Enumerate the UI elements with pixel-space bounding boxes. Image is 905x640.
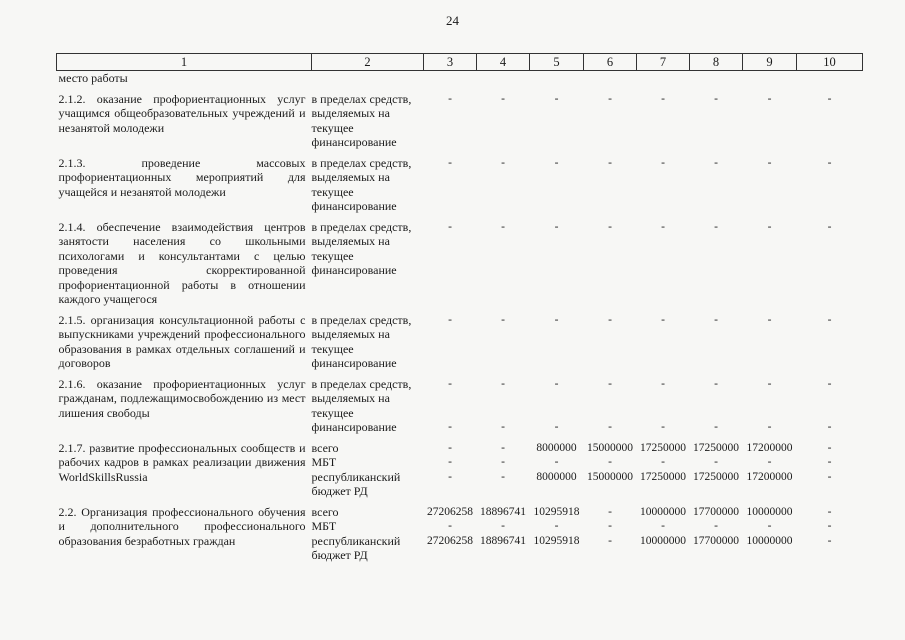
year-value-col-8: - [714, 92, 718, 105]
year-value-col-4: - [501, 220, 505, 233]
year-value-col-10: - [827, 470, 832, 483]
year-value-col-10: - [827, 220, 832, 233]
year-value-col-7: - [661, 377, 665, 390]
year-value-col-3: - [448, 92, 452, 105]
header-cell-4: 4 [477, 54, 530, 71]
funding-source: всего [311, 440, 339, 455]
year-value-col-5: - [554, 313, 559, 326]
year-value-col-4: 18896741 [480, 534, 526, 547]
year-value-col-10: - [827, 313, 832, 326]
funding-source: республиканский бюджет РД [311, 533, 401, 562]
year-value-col-10: - [827, 534, 832, 547]
year-value-col-6: - [608, 220, 612, 233]
year-value-col-8: - [714, 520, 718, 532]
year-value-col-10: - [827, 505, 832, 518]
year-value-col-7: 17250000 [640, 441, 686, 454]
table-row [57, 313, 863, 371]
year-value-col-9: - [767, 456, 772, 468]
funding-source: всего [311, 504, 339, 519]
year-value-col-4: - [501, 421, 505, 433]
year-value-col-5: 8000000 [536, 441, 577, 454]
budget-table [56, 53, 863, 563]
table-row [57, 505, 863, 520]
budget-table-wrapper [56, 53, 862, 563]
year-value-col-6: - [608, 456, 612, 468]
header-cell-10: 10 [797, 54, 863, 71]
year-value-col-3: - [448, 220, 452, 233]
funding-source: в пределах средств, выделяемых на текущее финансирование [311, 155, 412, 213]
header-cell-2: 2 [312, 54, 424, 71]
year-value-col-6: - [608, 505, 612, 518]
year-value-col-6: 15000000 [587, 441, 633, 454]
table-row [57, 220, 863, 307]
year-value-col-3: 27206258 [427, 505, 473, 518]
year-value-col-7: - [661, 520, 665, 532]
year-value-col-7: - [661, 92, 665, 105]
activity-description: 2.1.4. обеспечение взаимодействия центров занятости населения со школьными психологами и консультантами с целью проведения скорректированной профориентационной работы в отношении каждого учащегося [58, 219, 306, 306]
year-value-col-7: - [661, 456, 665, 468]
header-cell-9: 9 [743, 54, 797, 71]
year-value-col-8: 17250000 [693, 441, 739, 454]
activity-description: 2.2. Организация профессионального обучения и дополнительного профессионального образования безработных граждан [58, 504, 306, 548]
year-value-col-6: - [608, 377, 612, 390]
year-value-col-3: - [448, 313, 452, 326]
year-value-col-7: 10000000 [640, 505, 686, 518]
year-value-col-9: 17200000 [746, 441, 793, 454]
year-value-col-6: - [608, 92, 612, 105]
year-value-col-5: - [554, 220, 559, 233]
year-value-col-9: - [767, 156, 772, 169]
year-value-col-9: - [767, 313, 772, 326]
year-value-col-9: - [767, 421, 772, 433]
year-value-col-4: - [501, 456, 505, 468]
year-value-col-9: - [767, 520, 772, 532]
year-value-col-9: 17200000 [746, 470, 793, 483]
year-value-col-7: 10000000 [640, 534, 686, 547]
year-value-col-7: - [661, 421, 665, 433]
header-cell-3: 3 [424, 54, 477, 71]
year-value-col-10: - [827, 441, 832, 454]
year-value-col-4: - [501, 441, 505, 454]
table-row [57, 156, 863, 214]
table-row [57, 441, 863, 456]
year-value-col-8: - [714, 377, 718, 390]
year-value-col-4: - [501, 520, 505, 532]
funding-source: финансирование [311, 420, 397, 434]
header-cell-1: 1 [57, 54, 312, 71]
header-cell-5: 5 [530, 54, 584, 71]
header-cell-8: 8 [690, 54, 743, 71]
year-value-col-10: - [827, 156, 832, 169]
year-value-col-5: - [554, 377, 559, 390]
funding-source: МБТ [311, 519, 337, 533]
year-value-col-4: - [501, 156, 505, 169]
year-value-col-5: - [554, 421, 559, 433]
funding-source: МБТ [311, 455, 337, 469]
year-value-col-4: - [501, 313, 505, 326]
funding-source: республиканский бюджет РД [311, 469, 401, 498]
activity-description: 2.1.7. развитие профессиональных сообществ и рабочих кадров в рамках реализации движения WorldSkillsRussia [58, 440, 306, 484]
year-value-col-3: - [448, 441, 452, 454]
year-value-col-3: - [448, 470, 452, 483]
year-value-col-7: - [661, 220, 665, 233]
table-row [57, 92, 863, 150]
year-value-col-5: 10295918 [533, 534, 580, 547]
year-value-col-8: - [714, 156, 718, 169]
year-value-col-9: - [767, 377, 772, 390]
year-value-col-6: 15000000 [587, 470, 633, 483]
carry-over-text: место работы [58, 71, 128, 85]
year-value-col-6: - [608, 520, 612, 532]
activity-description: 2.1.3. проведение массовых профориентационных мероприятий для учащейся и незанятой молодежи [58, 155, 306, 199]
activity-description: 2.1.6. оказание профориентационных услуг гражданам, подлежащимосвобождению из мест лишения свободы [58, 376, 306, 420]
year-value-col-7: 17250000 [640, 470, 686, 483]
year-value-col-3: - [448, 156, 452, 169]
year-value-col-3: - [448, 377, 452, 390]
year-value-col-4: - [501, 92, 505, 105]
year-value-col-8: 17700000 [693, 505, 739, 518]
year-value-col-5: 8000000 [536, 470, 577, 483]
year-value-col-9: 10000000 [746, 534, 793, 547]
year-value-col-8: - [714, 456, 718, 468]
year-value-col-4: - [501, 377, 505, 390]
year-value-col-3: - [448, 421, 452, 433]
year-value-col-10: - [827, 92, 832, 105]
year-value-col-6: - [608, 156, 612, 169]
funding-source: в пределах средств, выделяемых на текущее финансирование [311, 91, 412, 149]
year-value-col-5: - [554, 456, 559, 468]
header-cell-6: 6 [584, 54, 637, 71]
year-value-col-5: 10295918 [533, 505, 580, 518]
year-value-col-8: - [714, 220, 718, 233]
year-value-col-7: - [661, 156, 665, 169]
year-value-col-5: - [554, 156, 559, 169]
year-value-col-8: - [714, 313, 718, 326]
year-value-col-8: - [714, 421, 718, 433]
year-value-col-8: 17700000 [693, 534, 739, 547]
year-value-col-10: - [827, 456, 832, 468]
year-value-col-6: - [608, 313, 612, 326]
year-value-col-3: - [448, 520, 452, 532]
activity-description: 2.1.2. оказание профориентационных услуг учащимся общеобразовательных учреждений и незанятой молодежи [58, 91, 306, 135]
year-value-col-9: 10000000 [746, 505, 793, 518]
funding-source: в пределах средств, выделяемых на текущее финансирование [311, 312, 412, 370]
funding-source: в пределах средств, выделяемых на текущее [311, 376, 412, 420]
table-row [57, 377, 863, 421]
table-body [57, 54, 863, 563]
year-value-col-7: - [661, 313, 665, 326]
year-value-col-6: - [608, 534, 612, 547]
year-value-col-4: - [501, 470, 505, 483]
year-value-col-9: - [767, 92, 772, 105]
year-value-col-10: - [827, 421, 832, 433]
year-value-col-4: 18896741 [480, 505, 526, 518]
header-row [57, 54, 863, 71]
funding-source: в пределах средств, выделяемых на текущее финансирование [311, 219, 412, 277]
year-value-col-10: - [827, 377, 832, 390]
year-value-col-8: 17250000 [693, 470, 739, 483]
carry-over-row [57, 71, 863, 86]
page-number: 24 [446, 13, 459, 28]
year-value-col-10: - [827, 520, 832, 532]
header-cell-7: 7 [637, 54, 690, 71]
activity-description: 2.1.5. организация консультационной работы с выпускниками учреждений профессионального образования в рамках отдельных соглашений и договоров [58, 312, 306, 370]
year-value-col-6: - [608, 421, 612, 433]
year-value-col-9: - [767, 220, 772, 233]
year-value-col-3: - [448, 456, 452, 468]
year-value-col-5: - [554, 92, 559, 105]
year-value-col-5: - [554, 520, 559, 532]
year-value-col-3: 27206258 [427, 534, 473, 547]
